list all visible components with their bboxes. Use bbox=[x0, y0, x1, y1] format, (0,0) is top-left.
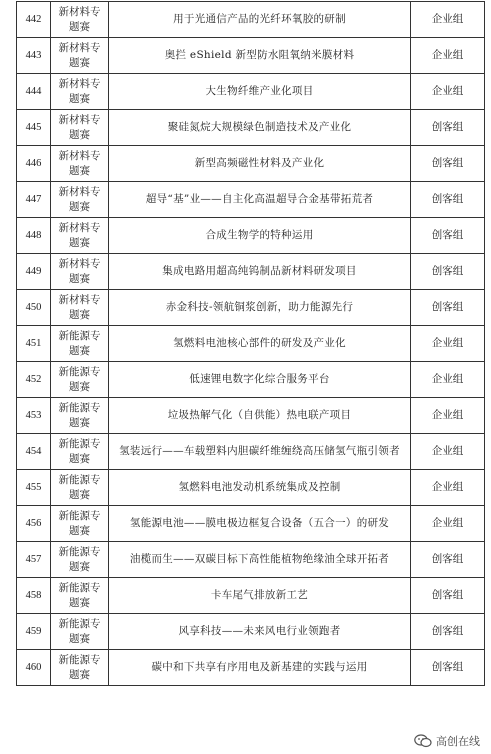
table-row bbox=[17, 254, 485, 290]
table-row bbox=[17, 218, 485, 254]
row-number: 443 bbox=[17, 38, 51, 74]
table-row bbox=[17, 650, 485, 686]
track-cell: 新能源专题赛 bbox=[51, 326, 109, 362]
track-cell: 新材料专题赛 bbox=[51, 254, 109, 290]
project-list-table bbox=[16, 1, 485, 686]
track-cell: 新材料专题赛 bbox=[51, 38, 109, 74]
project-title: 碳中和下共享有序用电及新基建的实践与运用 bbox=[109, 650, 411, 686]
group-cell: 创客组 bbox=[411, 290, 485, 326]
group-cell: 企业组 bbox=[411, 326, 485, 362]
table-row bbox=[17, 74, 485, 110]
track-cell: 新材料专题赛 bbox=[51, 2, 109, 38]
group-cell: 企业组 bbox=[411, 434, 485, 470]
row-number: 452 bbox=[17, 362, 51, 398]
table-row bbox=[17, 290, 485, 326]
project-title: 合成生物学的特种运用 bbox=[109, 218, 411, 254]
row-number: 459 bbox=[17, 614, 51, 650]
table-row bbox=[17, 2, 485, 38]
row-number: 451 bbox=[17, 326, 51, 362]
row-number: 446 bbox=[17, 146, 51, 182]
track-cell: 新材料专题赛 bbox=[51, 290, 109, 326]
track-cell: 新能源专题赛 bbox=[51, 506, 109, 542]
project-title: 卡车尾气排放新工艺 bbox=[109, 578, 411, 614]
project-title: 新型高频磁性材料及产业化 bbox=[109, 146, 411, 182]
project-title: 聚硅氮烷大规模绿色制造技术及产业化 bbox=[109, 110, 411, 146]
track-cell: 新材料专题赛 bbox=[51, 146, 109, 182]
project-title: 氢装远行——车载塑料内胆碳纤维缠绕高压储氢气瓶引领者 bbox=[109, 434, 411, 470]
group-cell: 企业组 bbox=[411, 362, 485, 398]
project-title: 风享科技——未来风电行业领跑者 bbox=[109, 614, 411, 650]
table-row bbox=[17, 434, 485, 470]
row-number: 456 bbox=[17, 506, 51, 542]
track-cell: 新能源专题赛 bbox=[51, 398, 109, 434]
project-title: 油榄而生——双碳目标下高性能植物绝缘油全球开拓者 bbox=[109, 542, 411, 578]
project-title: 低速锂电数字化综合服务平台 bbox=[109, 362, 411, 398]
track-cell: 新能源专题赛 bbox=[51, 542, 109, 578]
group-cell: 创客组 bbox=[411, 542, 485, 578]
project-title: 超导“基”业——自主化高温超导合金基带拓荒者 bbox=[109, 182, 411, 218]
group-cell: 创客组 bbox=[411, 578, 485, 614]
track-cell: 新能源专题赛 bbox=[51, 470, 109, 506]
group-cell: 企业组 bbox=[411, 470, 485, 506]
row-number: 448 bbox=[17, 218, 51, 254]
group-cell: 企业组 bbox=[411, 506, 485, 542]
project-list-body bbox=[17, 2, 485, 686]
group-cell: 创客组 bbox=[411, 218, 485, 254]
group-cell: 创客组 bbox=[411, 650, 485, 686]
project-title: 大生物纤维产业化项目 bbox=[109, 74, 411, 110]
row-number: 442 bbox=[17, 2, 51, 38]
table-row bbox=[17, 470, 485, 506]
group-cell: 创客组 bbox=[411, 254, 485, 290]
project-title: 氢燃料电池发动机系统集成及控制 bbox=[109, 470, 411, 506]
project-title: 用于光通信产品的光纤环氧胶的研制 bbox=[109, 2, 411, 38]
row-number: 455 bbox=[17, 470, 51, 506]
row-number: 458 bbox=[17, 578, 51, 614]
table-row bbox=[17, 614, 485, 650]
track-cell: 新能源专题赛 bbox=[51, 614, 109, 650]
row-number: 445 bbox=[17, 110, 51, 146]
track-cell: 新材料专题赛 bbox=[51, 110, 109, 146]
group-cell: 创客组 bbox=[411, 614, 485, 650]
track-cell: 新能源专题赛 bbox=[51, 650, 109, 686]
group-cell: 创客组 bbox=[411, 146, 485, 182]
project-title: 氢燃料电池核心部件的研发及产业化 bbox=[109, 326, 411, 362]
table-row bbox=[17, 146, 485, 182]
track-cell: 新材料专题赛 bbox=[51, 218, 109, 254]
track-cell: 新能源专题赛 bbox=[51, 434, 109, 470]
table-row bbox=[17, 542, 485, 578]
project-title: 集成电路用超高纯钨制品新材料研发项目 bbox=[109, 254, 411, 290]
project-title: 奥拦 eShield 新型防水阻氧纳米膜材料 bbox=[109, 38, 411, 74]
row-number: 450 bbox=[17, 290, 51, 326]
watermark-text: 高创在线 bbox=[436, 735, 480, 748]
project-title: 赤金科技-领航铜浆创新，助力能源先行 bbox=[109, 290, 411, 326]
row-number: 454 bbox=[17, 434, 51, 470]
project-title: 氢能源电池——膜电极边框复合设备（五合一）的研发 bbox=[109, 506, 411, 542]
project-title: 垃圾热解气化（自供能）热电联产项目 bbox=[109, 398, 411, 434]
table-row bbox=[17, 326, 485, 362]
group-cell: 企业组 bbox=[411, 398, 485, 434]
table-row bbox=[17, 506, 485, 542]
table-row bbox=[17, 362, 485, 398]
table-row bbox=[17, 398, 485, 434]
table-row bbox=[17, 110, 485, 146]
group-cell: 企业组 bbox=[411, 74, 485, 110]
track-cell: 新材料专题赛 bbox=[51, 182, 109, 218]
group-cell: 企业组 bbox=[411, 2, 485, 38]
group-cell: 创客组 bbox=[411, 182, 485, 218]
track-cell: 新能源专题赛 bbox=[51, 578, 109, 614]
track-cell: 新材料专题赛 bbox=[51, 74, 109, 110]
row-number: 444 bbox=[17, 74, 51, 110]
row-number: 449 bbox=[17, 254, 51, 290]
row-number: 460 bbox=[17, 650, 51, 686]
table-row bbox=[17, 38, 485, 74]
row-number: 447 bbox=[17, 182, 51, 218]
table-row bbox=[17, 182, 485, 218]
table-row bbox=[17, 578, 485, 614]
wechat-icon bbox=[414, 734, 432, 748]
track-cell: 新能源专题赛 bbox=[51, 362, 109, 398]
row-number: 453 bbox=[17, 398, 51, 434]
row-number: 457 bbox=[17, 542, 51, 578]
wechat-watermark bbox=[411, 732, 483, 750]
group-cell: 企业组 bbox=[411, 38, 485, 74]
group-cell: 创客组 bbox=[411, 110, 485, 146]
